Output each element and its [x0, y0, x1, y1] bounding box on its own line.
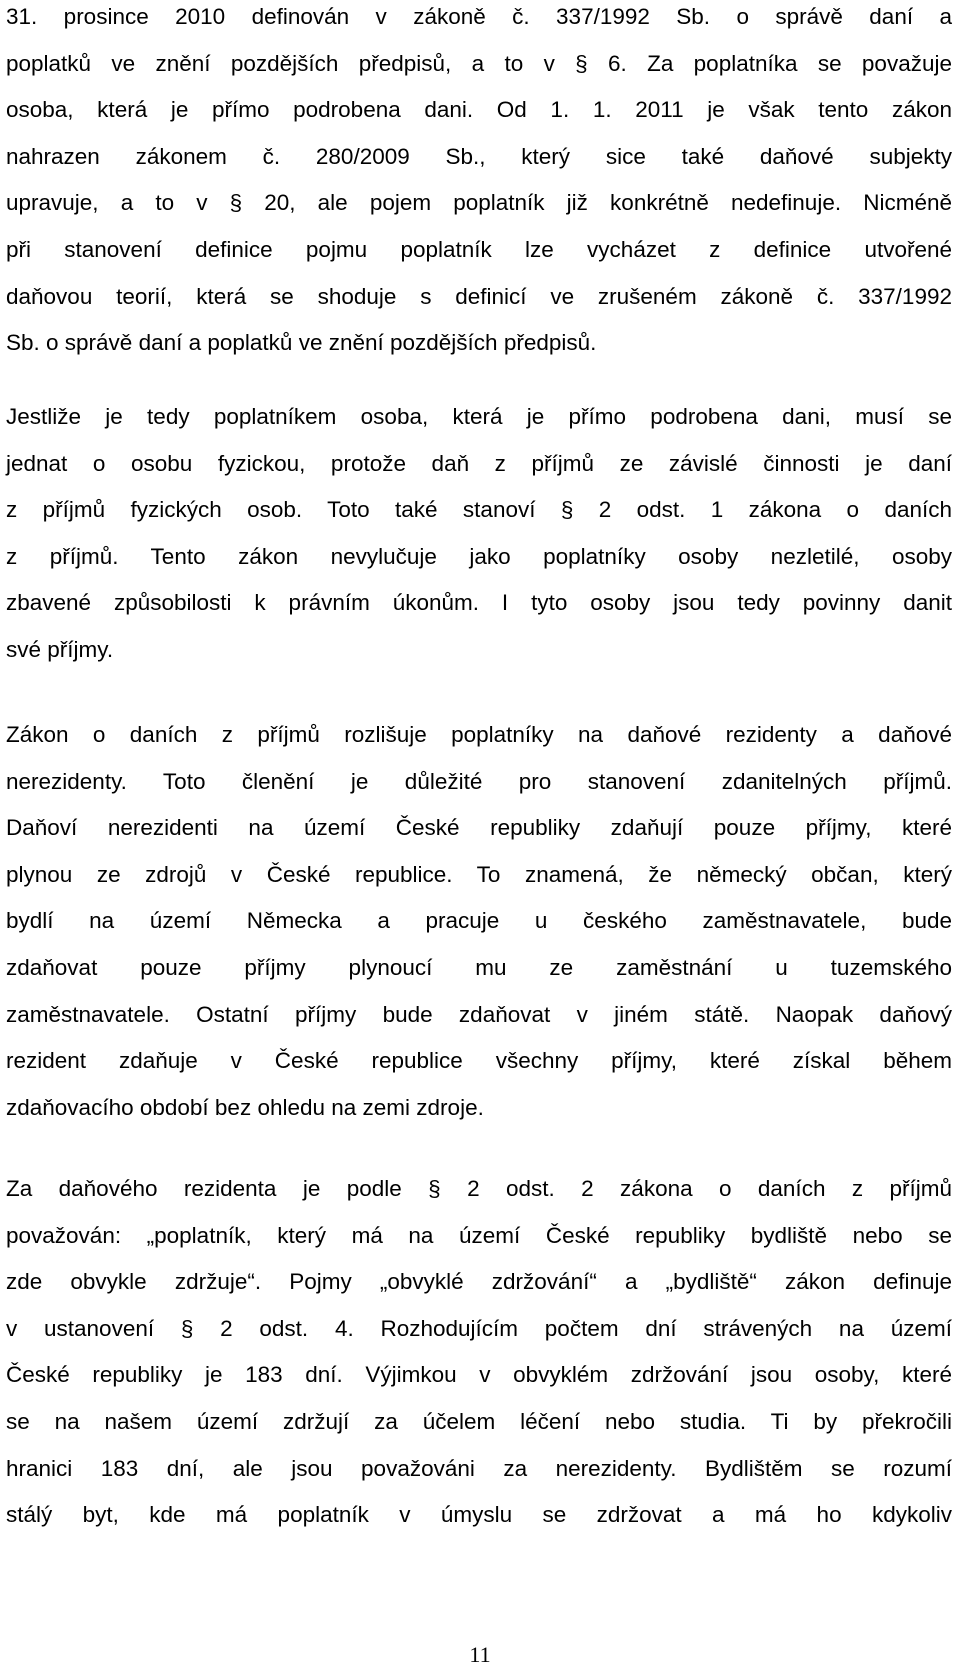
text-line: Sb. o správě daní a poplatků ve znění pozdějších předpisů.	[6, 330, 597, 356]
paragraph-1	[6, 0, 952, 367]
text-line: zdaňovat pouze příjmy plynoucí mu ze zaměstnání u tuzemského	[6, 954, 952, 980]
text-line: hranici 183 dní, ale jsou považováni za nerezidenty. Bydlištěm se rozumí	[6, 1455, 952, 1481]
text-line: nerezidenty. Toto členění je důležité pro stanovení zdanitelných příjmů.	[6, 768, 952, 794]
paragraph-3	[6, 712, 952, 1131]
page-number: 11	[469, 1642, 491, 1667]
text-line: zbavené způsobilosti k právním úkonům. I tyto osoby jsou tedy povinny danit	[6, 590, 952, 616]
paragraph-2	[6, 394, 952, 674]
text-line: v ustanovení § 2 odst. 4. Rozhodujícím počtem dní strávených na území	[6, 1315, 952, 1341]
text-line: nahrazen zákonem č. 280/2009 Sb., který sice také daňové subjekty	[6, 143, 952, 169]
paragraph-4	[6, 1166, 952, 1539]
text-line: 31. prosince 2010 definován v zákoně č. 337/1992 Sb. o správě daní a	[6, 4, 952, 29]
text-line: zdaňovacího období bez ohledu na zemi zdroje.	[6, 1094, 484, 1120]
text-line: bydlí na území Německa a pracuje u českého zaměstnavatele, bude	[6, 908, 952, 934]
text-line: své příjmy.	[6, 636, 114, 662]
text-line: Jestliže je tedy poplatníkem osoba, která je přímo podrobena dani, musí se	[6, 404, 952, 429]
text-line: z příjmů. Tento zákon nevylučuje jako poplatníky osoby nezletilé, osoby	[6, 543, 952, 569]
text-line: plynou ze zdrojů v České republice. To znamená, že německý občan, který	[6, 861, 952, 887]
text-line: České republiky je 183 dní. Výjimkou v obvyklém zdržování jsou osoby, které	[6, 1362, 952, 1388]
text-line: upravuje, a to v § 20, ale pojem poplatník již konkrétně nedefinuje. Nicméně	[6, 190, 952, 216]
text-line: Za daňového rezidenta je podle § 2 odst. 2 zákona o daních z příjmů	[6, 1176, 952, 1201]
text-line: zde obvykle zdržuje“. Pojmy „obvyklé zdržování“ a „bydliště“ zákon definuje	[6, 1269, 952, 1295]
text-line: Daňoví nerezidenti na území České republiky zdaňují pouze příjmy, které	[6, 815, 952, 841]
text-line: daňovou teorií, která se shoduje s definicí ve zrušeném zákoně č. 337/1992	[6, 283, 952, 309]
text-line: zaměstnavatele. Ostatní příjmy bude zdaňovat v jiném státě. Naopak daňový	[6, 1001, 952, 1027]
text-line: z příjmů fyzických osob. Toto také stanoví § 2 odst. 1 zákona o daních	[6, 497, 952, 523]
text-line: Zákon o daních z příjmů rozlišuje poplatníky na daňové rezidenty a daňové	[6, 722, 952, 747]
text-line: při stanovení definice pojmu poplatník lze vycházet z definice utvořené	[6, 236, 952, 262]
text-line: se na našem území zdržují za účelem léčení nebo studia. Ti by překročili	[6, 1408, 952, 1434]
text-line: osoba, která je přímo podrobena dani. Od 1. 1. 2011 je však tento zákon	[6, 97, 952, 123]
text-line: rezident zdaňuje v České republice všechny příjmy, které získal během	[6, 1048, 952, 1074]
text-line: poplatků ve znění pozdějších předpisů, a to v § 6. Za poplatníka se považuje	[6, 50, 952, 76]
text-line: stálý byt, kde má poplatník v úmyslu se zdržovat a má ho kdykoliv	[6, 1502, 952, 1528]
text-line: jednat o osobu fyzickou, protože daň z příjmů ze závislé činnosti je daní	[6, 450, 952, 476]
text-line: považován: „poplatník, který má na území České republiky bydliště nebo se	[6, 1222, 952, 1248]
